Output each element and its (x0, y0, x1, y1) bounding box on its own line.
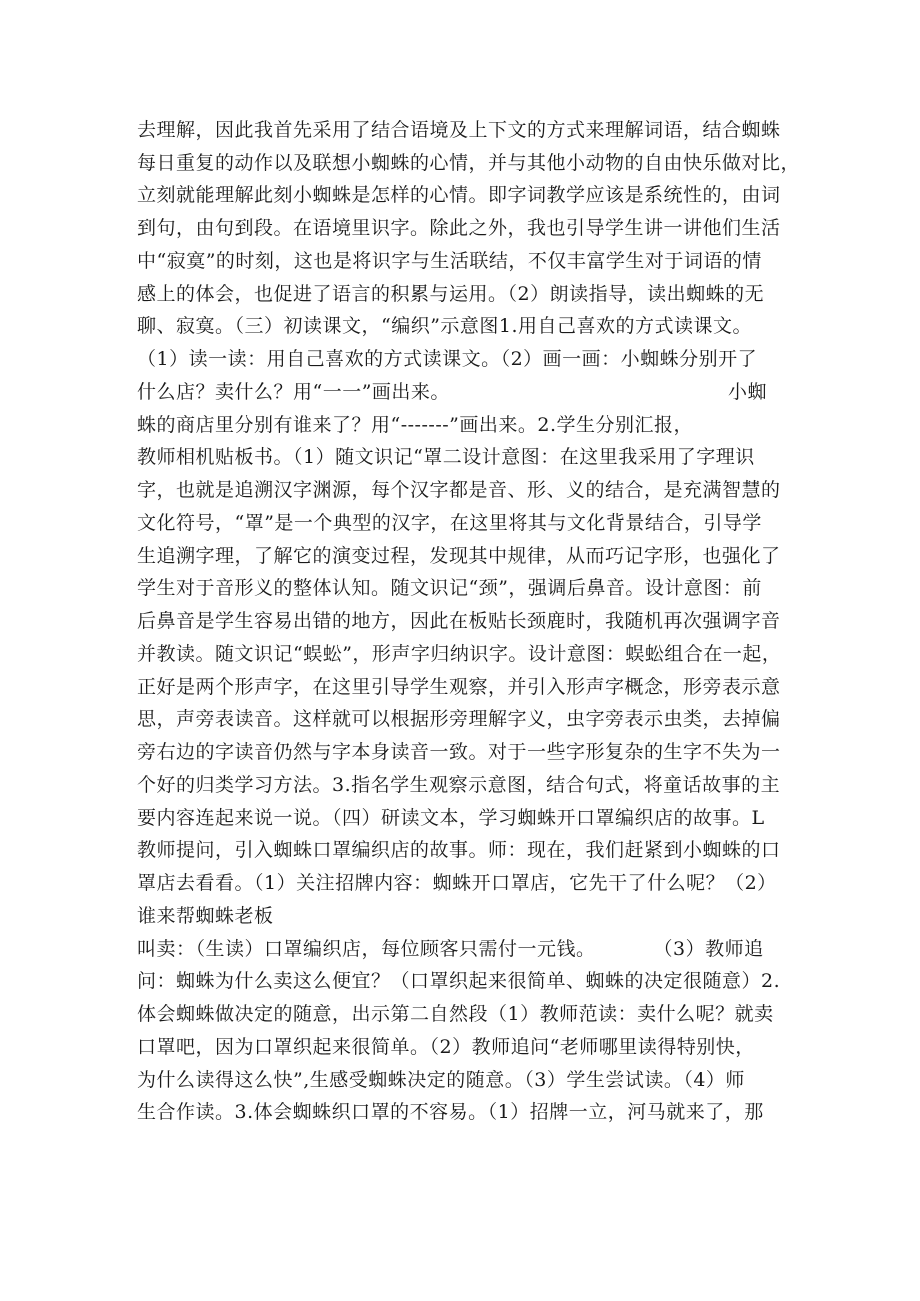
text-line: （1）读一读：用自己喜欢的方式读课文。（2）画一画：小蜘蛛分别开了 (137, 348, 758, 370)
text-segment: （3）教师追 (653, 938, 764, 960)
text-line: 生合作读。3.体会蜘蛛织口罩的不容易。（1）招牌一立，河马就来了，那 (137, 1101, 764, 1123)
text-line: 生追溯字理，了解它的演变过程，发现其中规律，从而巧记字形，也强化了 (137, 545, 781, 567)
text-line: 聊、寂寞。（三）初读课文，“编织”示意图1.用自己喜欢的方式读课文。 (137, 315, 753, 337)
text-line: 旁右边的字读音仍然与字本身读音一致。对于一些字形复杂的生字不失为一 (137, 741, 781, 763)
text-line: 学生对于音形义的整体认知。随文识记“颈”，强调后鼻音。设计意图：前 (137, 577, 762, 599)
text-segment: 小蜘 (727, 381, 767, 403)
text-line: 个好的归类学习方法。3.指名学生观察示意图，结合句式，将童话故事的主 (137, 774, 781, 796)
text-line: 要内容连起来说一说。（四）研读文本，学习蜘蛛开口罩编织店的故事。L (137, 807, 765, 829)
text-line (137, 934, 764, 964)
text-line: 体会蜘蛛做决定的随意，出示第二自然段（1）教师范读：卖什么呢？就卖 (137, 1003, 774, 1025)
text-line: 去理解，因此我首先采用了结合语境及上下文的方式来理解词语，结合蜘蛛 (137, 119, 781, 141)
text-segment: 叫卖：（生读）口罩编织店，每位顾客只需付一元钱。 (137, 938, 596, 960)
text-line: 立刻就能理解此刻小蜘蛛是怎样的心情。即字词教学应该是系统性的，由词 (137, 184, 781, 206)
text-line: 蛛的商店里分别有谁来了？用“-------”画出来。2.学生分别汇报， (137, 414, 693, 436)
text-line: 后鼻音是学生容易出错的地方，因此在板贴长颈鹿时，我随机再次强调字音 (137, 610, 781, 632)
text-line: 中“寂寞”的时刻，这也是将识字与生活联结，不仅丰富学生对于词语的情 (137, 250, 762, 272)
text-line: 正好是两个形声字，在这里引导学生观察，并引入形声字概念，形旁表示意 (137, 676, 781, 698)
text-line: 思，声旁表读音。这样就可以根据形旁理解字义，虫字旁表示虫类，去掉偏 (137, 708, 781, 730)
text-line: 教师提问，引入蜘蛛口罩编织店的故事。师：现在，我们赶紧到小蜘蛛的口 (137, 839, 781, 861)
text-line: 字，也就是追溯汉字渊源，每个汉字都是音、形、义的结合，是充满智慧的 (137, 479, 781, 501)
text-line (137, 377, 767, 407)
text-line: 感上的体会，也促进了语言的积累与运用。（2）朗读指导，读出蜘蛛的无 (137, 283, 765, 305)
text-line: 教师相机贴板书。（1）随文识记“罩二设计意图：在这里我采用了字理识 (137, 446, 755, 468)
text-line: 并教读。随文识记“蜈蚣”，形声字归纳识字。设计意图：蜈蚣组合在一起， (137, 643, 782, 665)
text-segment: 什么店？卖什么？用“一一”画出来。 (137, 381, 450, 403)
text-line: 罩店去看看。（1）关注招牌内容：蜘蛛开口罩店，它先干了什么呢？（2） (137, 872, 777, 894)
text-line: 问：蜘蛛为什么卖这么便宜？（口罩织起来很简单、蜘蛛的决定很随意）2. (137, 970, 781, 992)
text-line: 为什么读得这么快”,生感受蜘蛛决定的随意。（3）学生尝试读。（4）师 (137, 1069, 745, 1091)
text-line: 文化符号，“罩”是一个典型的汉字，在这里将其与文化背景结合，引导学 (137, 512, 762, 534)
text-line: 谁来帮蜘蛛老板 (137, 905, 274, 927)
text-line: 到句，由句到段。在语境里识字。除此之外，我也引导学生讲一讲他们生活 (137, 217, 781, 239)
text-line: 口罩吧，因为口罩织起来很简单。（2）教师追问“老师哪里读得特别快， (137, 1036, 755, 1058)
text-line: 每日重复的动作以及联想小蜘蛛的心情，并与其他小动物的自由快乐做对比， (137, 152, 801, 174)
